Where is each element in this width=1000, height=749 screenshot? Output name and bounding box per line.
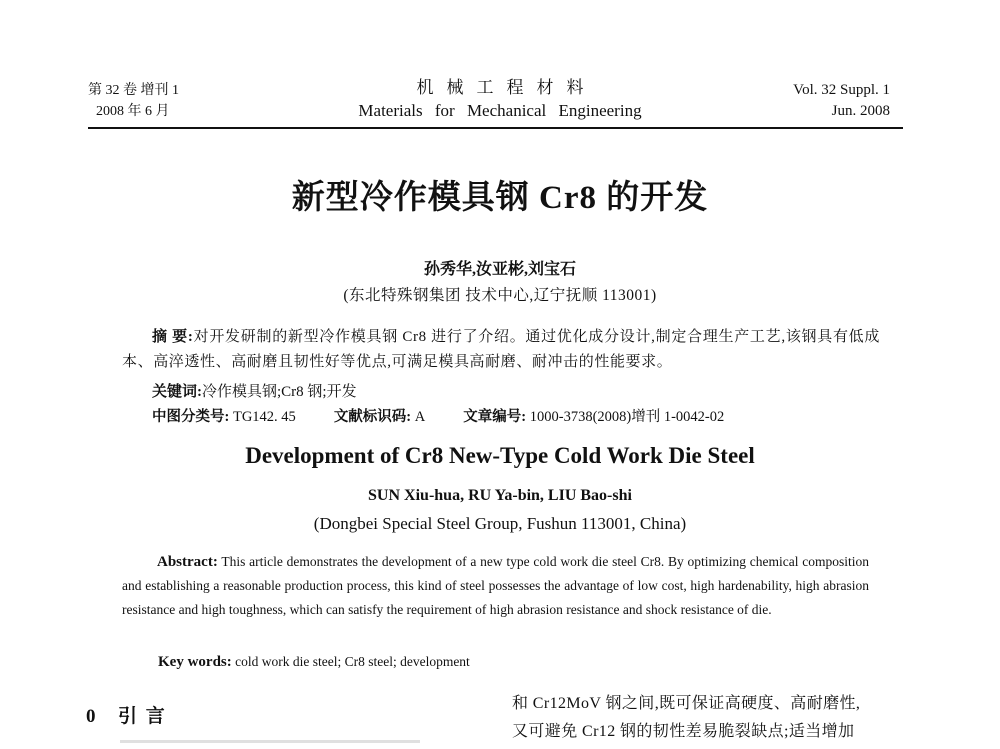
keywords-en-text: cold work die steel; Cr8 steel; development	[235, 654, 470, 669]
clc-value: TG142. 45	[232, 409, 296, 425]
article-number-label: 文章编号:	[463, 409, 527, 425]
authors-cn: 孙秀华,汝亚彬,刘宝石	[423, 261, 576, 278]
keywords-en-label: Key words:	[158, 654, 232, 670]
authors-en: SUN Xiu-hua, RU Ya-bin, LIU Bao-shi	[368, 487, 632, 504]
classification-line	[152, 405, 892, 429]
article-number-value: 1000-3738(2008)增刊 1-0042-02	[529, 409, 725, 425]
title-cn: 新型冷作模具钢 Cr8 的开发	[291, 180, 709, 216]
keywords-cn-label: 关键词:	[152, 384, 202, 400]
volume-cn: 第 32 卷 增刊 1	[88, 83, 179, 98]
title-en: Development of Cr8 New-Type Cold Work Die Steel	[245, 443, 755, 468]
volume-en: Vol. 32 Suppl. 1	[793, 82, 890, 98]
body-line: 又可避免 Cr12 钢的韧性差易脆裂缺点;适当增加	[512, 723, 855, 740]
abstract-cn	[122, 325, 880, 375]
journal-name-en: Materials for Mechanical Engineering	[358, 101, 642, 120]
section-number: 0	[86, 706, 98, 727]
doc-code-value: A	[414, 409, 426, 425]
keywords-en	[158, 650, 470, 674]
section-title: 引 言	[118, 706, 167, 727]
date-cn: 2008 年 6 月	[96, 104, 170, 119]
body-text-right-column	[512, 690, 904, 746]
doc-code-label: 文献标识码:	[333, 409, 412, 425]
section-heading	[86, 702, 167, 732]
cropped-text-fragment	[120, 740, 420, 743]
affiliation-cn: (东北特殊钢集团 技术中心,辽宁抚顺 113001)	[343, 287, 657, 304]
journal-issue-info-cn	[88, 80, 179, 122]
journal-name	[300, 76, 700, 122]
date-en: Jun. 2008	[831, 103, 890, 119]
journal-issue-info-en	[765, 80, 890, 122]
journal-name-cn: 机械工程材料	[416, 78, 597, 97]
abstract-en-text: This article demonstrates the development of a new type cold work die steel Cr8. By optimizing chemical composition and establishing a reasonable production process, this kind of steel possesses the advantage of low cost, high hardenability, high abrasion resistance and high toughness, which can satisfy the requirement of high abrasion resistance and shock resistance of die.	[122, 554, 869, 617]
keywords-cn-text: 冷作模具钢;Cr8 钢;开发	[202, 384, 357, 400]
abstract-cn-text: 对开发研制的新型冷作模具钢 Cr8 进行了介绍。通过优化成分设计,制定合理生产工艺,该钢具有低成本、高淬透性、高耐磨且韧性好等优点,可满足模具高耐磨、耐冲击的性能要求。	[122, 329, 880, 370]
abstract-cn-label: 摘 要:	[152, 329, 194, 345]
clc-label: 中图分类号:	[152, 409, 230, 425]
header-rule	[88, 127, 903, 129]
keywords-cn	[152, 380, 357, 404]
abstract-en	[122, 550, 869, 622]
affiliation-en: (Dongbei Special Steel Group, Fushun 113001, China)	[313, 514, 687, 533]
body-line: 和 Cr12MoV 钢之间,既可保证高硬度、高耐磨性,	[512, 695, 861, 712]
abstract-en-label: Abstract:	[157, 554, 218, 570]
